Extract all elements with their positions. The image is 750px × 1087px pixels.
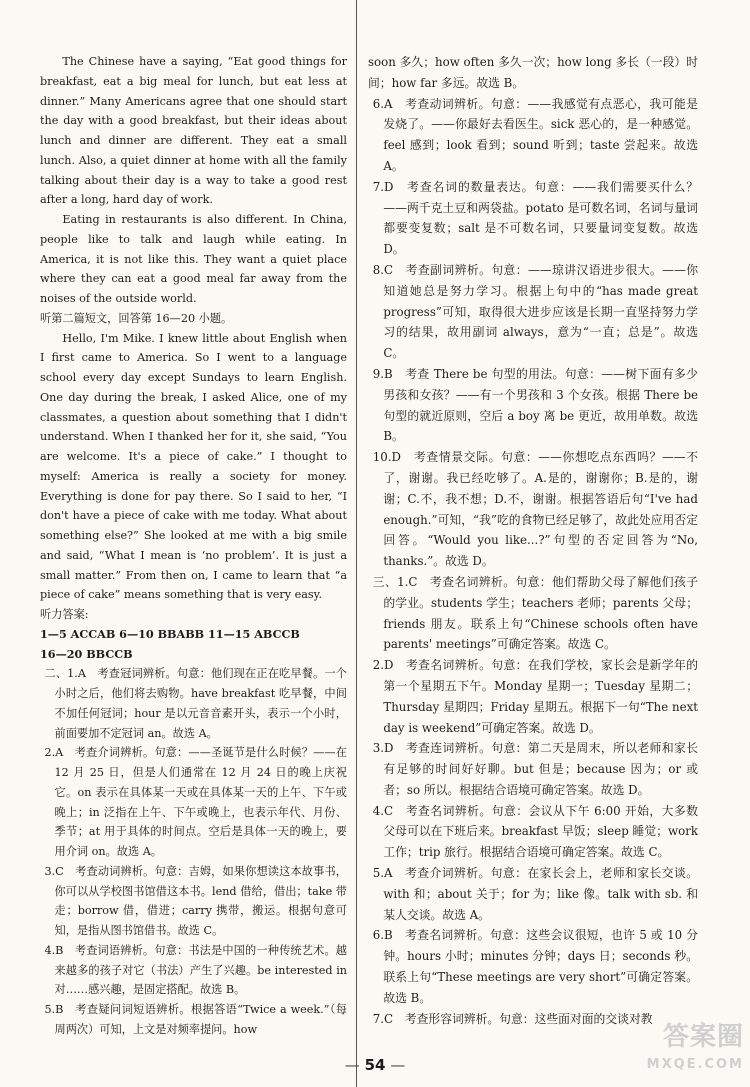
section3-item-2: 2.D 考查名词辨析。句意：在我们学校，家长会是新学年的第一个星期五下午。Monday 星期一；Tuesday 星期二；Thursday 星期四；Friday 星期五。根据下一句“The next day is weekend”可确定答案。故选 D。 xyxy=(372,658,698,735)
listening-answers-row-2: 16—20 BBCCB xyxy=(40,646,133,661)
section3-item-5: 5.A 考查介词辨析。句意：在家长会上，老师和家长交谈。with 和；about 关于；for 为；like 像。talk with sb. 和某人交谈。故选 A。 xyxy=(372,866,698,922)
section2-item-8: 8.C 考查副词辨析。句意：——琼讲汉语进步很大。——你知道她总是努力学习。根据上句中的“has made great progress”可知，取得很大进步应该是长期一直坚持努力学习的结果，故用副词 always，意为“一直；总是”。故选 C。 xyxy=(372,262,699,361)
listening-passage-2: Hello, I'm Mike. I knew little about English when I first came to America. So I went to a language school every day except Sundays to learn English. One day during the break, I asked Alice, one of my classmates, a question about something that I didn't understand. When I thanked her for it, she said, “You are welcome. It's a piece of cake.” I thought to myself: America is really a society for money. Everything is done for pay there. So I said to her, “I don't have a piece of cake with me today. What about something else?” She looked at me with a big smile and said, “What I mean is ‘no problem’. It is just a small matter.” From then on, I came to learn that “a piece of cake” means something that is very easy. xyxy=(40,331,347,602)
section2-item-2: 2.A 考查介词辨析。句意：——圣诞节是什么时候？——在 12 月 25 日，但是人们通常在 12 月 24 日的晚上庆祝它。on 表示在具体某一天或在具体某一天的上午、下午或晚上；in 泛指在上午、下午或晚上，也表示年代、月份、季节；at 用于具体的时间点。空后是具体一天的晚上，要用介词 on。故选 A。 xyxy=(44,746,347,858)
section3-item-3: 3.D 考查连词辨析。句意：第二天是周末，所以老师和家长有足够的时间好好聊。but 但是；because 因为；or 或者；so 所以。根据结合语境可确定答案。故选 D。 xyxy=(372,741,698,797)
left-column xyxy=(40,52,347,1040)
listening-answers-row-1: 1—5 ACCAB 6—10 BBABB 11—15 ABCCB xyxy=(40,626,300,641)
watermark-brand: 答案圈 xyxy=(662,1022,744,1052)
page-number: — 54 — xyxy=(344,1056,406,1074)
section2-item-1: 二、1.A 考查冠词辨析。句意：他们现在正在吃早餐。一个小时之后，他们将去购物。have breakfast 吃早餐，中间不加任何冠词；hour 是以元音音素开头，表示一个小时，前面要加不定冠词 an。故选 A。 xyxy=(44,667,347,740)
listening-passage-1-para-2: Eating in restaurants is also different. In China, people like to talk and laugh while eating. In America, it is not like this. They want a quiet place where they can eat a good meal far away from the noises of the outside world. xyxy=(40,213,347,305)
section2-item-9: 9.B 考查 There be 句型的用法。句意：——树下面有多少男孩和女孩？——有一个男孩和 3 个女孩。根据 There be 句型的就近原则，空后 a boy 离 be 更近，故用单数。故选 B。 xyxy=(372,366,698,444)
section3-item-7: 7.C 考查形容词辨析。句意：这些面对面的交谈对教 xyxy=(372,1011,653,1026)
section2-item-6: 6.A 考查动词辨析。句意：——我感觉有点恶心，我可能是发烧了。——你最好去看医生。sick 恶心的，是一种感觉。feel 感到；look 看到；sound 听到；taste 尝起来。故选 A。 xyxy=(372,96,698,173)
listening-instruction: 听第二篇短文，回答第 16—20 小题。 xyxy=(40,311,233,325)
section2-item-5: 5.B 考查疑问词短语辨析。根据答语“Twice a week.”（每周两次）可知，上文是对频率提问。how xyxy=(44,1003,347,1036)
section2-item-4: 4.B 考查词语辨析。句意：书法是中国的一种传统艺术。越来越多的孩子对它（书法）产生了兴趣。be interested in 对……感兴趣，是固定搭配。故选 B。 xyxy=(44,943,347,997)
watermark-url: MXQE.COM xyxy=(646,1057,744,1072)
section3-item-4: 4.C 考查名词辨析。句意：会议从下午 6:00 开始，大多数父母可以在下班后来。breakfast 早饭；sleep 睡觉；work 工作；trip 旅行。根据结合语境可确定答案。故选 C。 xyxy=(372,803,698,860)
watermark-logo xyxy=(647,1023,744,1079)
listening-passage-1-para-1: The Chinese have a saying, “Eat good things for breakfast, eat a big meal for lunch, but eat less at dinner.” Many Americans agree that one should start the day with a good breakfast, but their ideas about lunch and dinner are different. They eat a small lunch. Also, a quiet dinner at home with all the family talking about their day is a way to take a good rest after a long, hard day of work. xyxy=(40,55,347,207)
section3-item-6: 6.B 考查名词辨析。句意：这些会议很短，也许 5 或 10 分钟。hours 小时；minutes 分钟；days 日；seconds 秒。联系上句“These meetings are very short”可确定答案。故选 B。 xyxy=(372,928,698,1005)
section2-item-7: 7.D 考查名词的数量表达。句意：——我们需要买什么？——两千克土豆和两袋盐。potato 是可数名词，名词与量词都要变复数；salt 是不可数名词，只要量词变复数。故选 D。 xyxy=(372,179,698,257)
column-divider xyxy=(356,0,357,1087)
section2-item-5-cont: soon 多久；how often 多久一次；how long 多长（一段）时间；how far 多远。故选 B。 xyxy=(368,55,698,90)
section3-item-1: 三、1.C 考查名词辨析。句意：他们帮助父母了解他们孩子的学业。students 学生；teachers 老师；parents 父母；friends 朋友。联系上句“Chinese schools often have parents' meetings”可确定答案。故选 C。 xyxy=(372,574,698,652)
right-column xyxy=(368,52,698,1029)
section2-item-10: 10.D 考查情景交际。句意：——你想吃点东西吗？——不了，谢谢。我已经吃够了。A.是的，谢谢你；B.是的，谢谢；C.不，我不想；D.不，谢谢。根据答语后句“I've had enough.”可知，“我”吃的食物已经足够了，故此处应用否定回答。“Would you like...?”句型的否定回答为“No, thanks.”。故选 D。 xyxy=(372,450,698,569)
listening-answers-heading: 听力答案: xyxy=(40,608,89,621)
section2-item-3: 3.C 考查动词辨析。句意：吉姆，如果你想读这本故事书，你可以从学校图书馆借这本书。lend 借给，借出；take 带走；borrow 借，借进；carry 携带，搬运。根据句意可知，是指从图书馆借书。故选 C。 xyxy=(44,864,347,937)
